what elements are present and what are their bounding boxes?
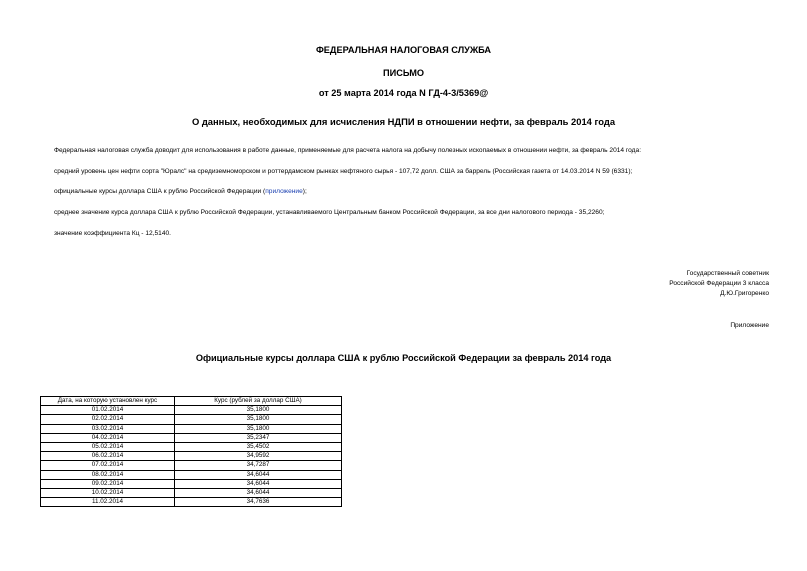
table-header-row [41,397,342,406]
column-header-date: Дата, на которую установлен курс [41,397,175,406]
average-rate-paragraph: среднее значение курса доллара США к рублю Российской Федерации, устанавливаемого Центральным банком Российской Федерации, за все дни налогового периода - 35,2260; [54,209,605,216]
table-row [41,470,342,479]
appendix-title: Официальные курсы доллара США к рублю Российской Федерации за февраль 2014 года [195,353,612,363]
signature-block [669,269,769,299]
table-row [41,406,342,415]
date-cell: 02.02.2014 [41,415,175,424]
date-cell: 09.02.2014 [41,479,175,488]
appendix-label: Приложение [730,322,769,329]
date-cell: 07.02.2014 [41,461,175,470]
rate-cell: 35,1800 [175,406,342,415]
table-row [41,424,342,433]
rate-cell: 34,6044 [175,479,342,488]
exchange-rates-table [40,396,342,507]
rate-cell: 34,6044 [175,470,342,479]
appendix-link[interactable]: приложение [265,188,303,195]
exchange-rates-paragraph [54,188,307,195]
exchange-rates-prefix: официальные курсы доллара США к рублю Российской Федерации ( [54,188,266,195]
table-row [41,452,342,461]
rate-cell: 34,9592 [175,452,342,461]
table-row [41,415,342,424]
signature-rank: Российской Федерации 3 класса [669,280,769,287]
agency-heading: ФЕДЕРАЛЬНАЯ НАЛОГОВАЯ СЛУЖБА [315,45,492,55]
rate-cell: 34,7636 [175,498,342,507]
rate-cell: 35,1800 [175,415,342,424]
rate-cell: 35,2347 [175,433,342,442]
table-row [41,433,342,442]
document-date-heading: от 25 марта 2014 года N ГД-4-3/5369@ [318,88,489,98]
rate-cell: 35,4502 [175,442,342,451]
date-cell: 01.02.2014 [41,406,175,415]
column-header-rate: Курс (рублей за доллар США) [175,397,342,406]
rate-cell: 35,1800 [175,424,342,433]
date-cell: 04.02.2014 [41,433,175,442]
oil-price-paragraph: средний уровень цен нефти сорта "Юралс" на средиземноморском и роттердамском рынках нефтяного сырья - 107,72 долл. США за баррель (Российская газета от 14.03.2014 N 59 (6331); [54,168,633,175]
document-subject-heading: О данных, необходимых для исчисления НДПИ в отношении нефти, за февраль 2014 года [191,116,616,127]
table-row [41,479,342,488]
rate-cell: 34,7287 [175,461,342,470]
date-cell: 05.02.2014 [41,442,175,451]
date-cell: 06.02.2014 [41,452,175,461]
table-row [41,461,342,470]
date-cell: 03.02.2014 [41,424,175,433]
coefficient-paragraph: значение коэффициента Кц - 12,5140. [54,230,171,237]
date-cell: 11.02.2014 [41,498,175,507]
intro-paragraph: Федеральная налоговая служба доводит для использования в работе данные, применяемые для расчета налога на добычу полезных ископаемых в отношении нефти, за февраль 2014 года: [54,147,642,154]
table-row [41,442,342,451]
table-row [41,498,342,507]
rate-cell: 34,6044 [175,488,342,497]
date-cell: 10.02.2014 [41,488,175,497]
table-row [41,488,342,497]
signature-name: Д.Ю.Григоренко [720,290,769,297]
date-cell: 08.02.2014 [41,470,175,479]
document-type-heading: ПИСЬМО [382,68,425,78]
signature-title: Государственный советник [686,270,769,277]
exchange-rates-suffix: ); [302,188,307,195]
